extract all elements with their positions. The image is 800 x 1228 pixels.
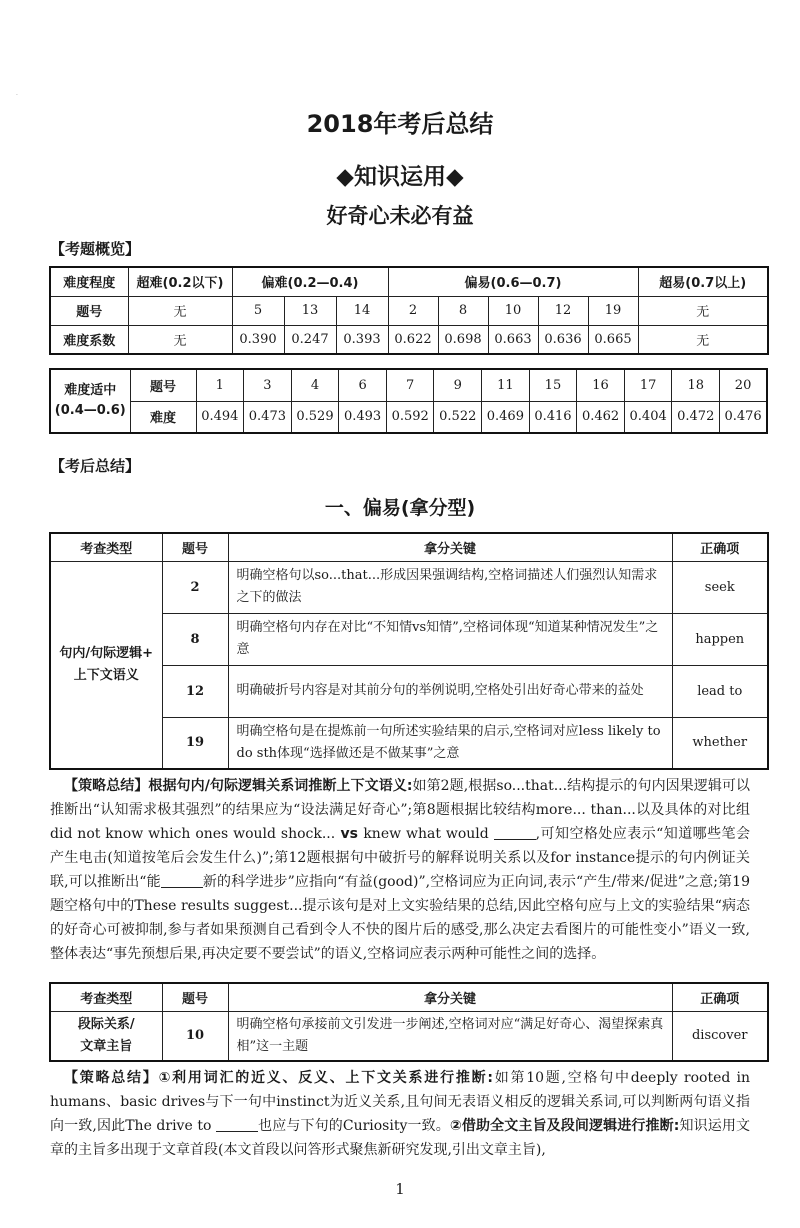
page-number: 1 [395,1180,405,1198]
cell: 无 [638,296,768,325]
strategy-text: 也应与下句的Curiosity一致。 [257,1118,450,1134]
strategy-text: 新的科学进步”应指向“有益(good)”,空格词应为正向词,表示“产生/带来/促进”之意;第19题空格句中的These results suggest...提示该句是对上文实验结果的总结,因此空格句应与上文的实验结果“病态的好奇心可被抑制,参与者如果预测自己看到令人不快的图片后的感受,那么决定去看图片的可能性变小”语义一致,整体表达“事先预想后果,再决定要不要尝试”的语义,空格词应表示两种可能性之间的选择。 [50,874,750,962]
key-text: 明确空格句以so...that...形成因果强调结构,空格词描述人们强烈认知需求之下的做法 [228,561,672,613]
category-super-hard: 超难(0.2以下) [128,267,232,296]
vs-text: vs [335,826,364,842]
cell: 9 [434,369,482,401]
strategy-text: knew what would [363,826,489,842]
header-type: 考查类型 [50,983,162,1011]
cell: 19 [588,296,638,325]
strategy-title: 根据句内/句际逻辑关系词推断上下文语义: [148,778,413,794]
row-label-question: 题号 [50,296,128,325]
cell: 1 [196,369,244,401]
cell: 0.472 [672,401,720,433]
category-hard: 偏难(0.2—0.4) [232,267,388,296]
strategy-label: 【策略总结】 [64,1070,159,1086]
question-number: 2 [162,561,228,613]
cell: 0.390 [232,325,284,354]
medium-label-line1: 难度适中 [64,383,117,398]
cell: 3 [244,369,292,401]
header-key: 拿分关键 [228,983,672,1011]
cell: 无 [638,325,768,354]
cell: 0.393 [336,325,388,354]
strategy-label: 【策略总结】 [64,778,149,794]
category-easy: 偏易(0.6—0.7) [388,267,638,296]
key-table-2 [49,982,769,1062]
question-number: 12 [162,665,228,717]
type-line1: 段际关系/ [77,1016,135,1032]
answer: happen [672,613,768,665]
cell: 12 [538,296,588,325]
cell: 0.476 [720,401,768,433]
answer: discover [672,1011,768,1061]
page-title: 2018年考后总结 [306,110,494,138]
key-text: 明确空格句内存在对比“不知情vs知情”,空格词体现“知道某种情况发生”之意 [228,613,672,665]
header-key: 拿分关键 [228,533,672,561]
cell: 14 [336,296,388,325]
type-line2: 上下文语义 [73,667,139,683]
strategy-text: 如第2题,根据so...that...结构提示的句内因果逻辑可以推断出“认知需求极其强烈”的结果应为“设法满足好奇心”;第8题根据比较结构more... than...以及具体的对比组did not know which ones would shock... [50,778,750,842]
header-number: 题号 [162,533,228,561]
article-title: 好奇心未必有益 [326,204,474,228]
overview-label: 【考题概览】 [50,240,141,258]
strategy-title: ②借助全文主旨及段间逻辑进行推断: [449,1118,680,1134]
cell: 0.469 [482,401,530,433]
strategy-text: ,可知空格处应表示“知道哪些笔会产生电击(知道按笔后会发生什么)”;第12题根据句中破折号的解释说明关系以及for instance提示的句内例证关联,可以推断出“能 [50,826,751,890]
cell: 10 [488,296,538,325]
medium-table [49,368,768,434]
answer: seek [672,561,768,613]
cell: 15 [529,369,577,401]
question-number: 19 [162,717,228,769]
strategy-title: ①利用词汇的近义、反义、上下文关系进行推断: [158,1070,493,1086]
key-text: 明确空格句承接前文引发进一步阐述,空格词对应“满足好奇心、渴望探索真相”这一主题 [228,1011,672,1061]
category-super-easy: 超易(0.7以上) [638,267,768,296]
strategy-text: 如第10题,空格句中deeply rooted in humans、basic drives与下一句中instinct为近义关系,且句间无表语义相反的逻辑关系词,可以判断两句语义指向一致,因此The drive to [50,1070,751,1134]
header-answer: 正确项 [672,533,768,561]
type-cell [50,561,162,769]
key-text: 明确破折号内容是对其前分句的举例说明,空格处引出好奇心带来的益处 [228,665,672,717]
cell: 5 [232,296,284,325]
cell: 0.592 [386,401,434,433]
cell: 2 [388,296,438,325]
cell: 7 [386,369,434,401]
key-table-1 [49,532,769,770]
section-title: 一、偏易(拿分型) [324,497,476,519]
cell: 11 [482,369,530,401]
cell: 0.473 [244,401,292,433]
cell: 18 [672,369,720,401]
cell: 0.622 [388,325,438,354]
row-label-question: 题号 [130,369,196,401]
type-line2: 文章主旨 [80,1038,133,1054]
cell: 16 [577,369,625,401]
type-cell [50,1011,162,1061]
cell: 0.247 [284,325,336,354]
cell: 0.494 [196,401,244,433]
cell: 13 [284,296,336,325]
header-number: 题号 [162,983,228,1011]
blank-line [161,873,203,888]
strategy-text: 知识运用文章的主旨多出现于文章首段(本文首段以问答形式聚焦新研究发现,引出文章主旨), [50,1118,751,1158]
medium-label-line2: (0.4—0.6) [54,403,126,418]
cell: 无 [128,325,232,354]
cell: 0.636 [538,325,588,354]
cell: 0.462 [577,401,625,433]
key-text: 明确空格句是在提炼前一句所述实验结果的启示,空格词对应less likely to do sth体现“选择做还是不做某事”之意 [228,717,672,769]
strategy-summary-2 [50,1066,750,1162]
row-label-difficulty: 难度系数 [50,325,128,354]
answer: lead to [672,665,768,717]
cell: 0.665 [588,325,638,354]
cell: 0.522 [434,401,482,433]
cell: 17 [624,369,672,401]
cell: 0.663 [488,325,538,354]
answer: whether [672,717,768,769]
row-label-difficulty: 难度 [130,401,196,433]
cell: 无 [128,296,232,325]
section-subtitle: ◆知识运用◆ [336,164,464,190]
strategy-summary-1 [50,774,750,966]
cell: 0.529 [291,401,339,433]
summary-label: 【考后总结】 [50,457,141,475]
margin-mark: · [16,92,18,99]
blank-line [494,825,536,840]
cell: 8 [438,296,488,325]
overview-table [49,266,769,355]
cell: 4 [291,369,339,401]
question-number: 8 [162,613,228,665]
header-type: 考查类型 [50,533,162,561]
type-line1: 句内/句际逻辑+ [59,645,154,661]
cell: 0.698 [438,325,488,354]
header-answer: 正确项 [672,983,768,1011]
cell: 0.404 [624,401,672,433]
cell: 6 [339,369,387,401]
blank-line [216,1117,258,1132]
medium-label [50,369,130,433]
cell: 0.416 [529,401,577,433]
question-number: 10 [162,1011,228,1061]
cell: 0.493 [339,401,387,433]
cell: 20 [720,369,768,401]
row-label-level: 难度程度 [50,267,128,296]
